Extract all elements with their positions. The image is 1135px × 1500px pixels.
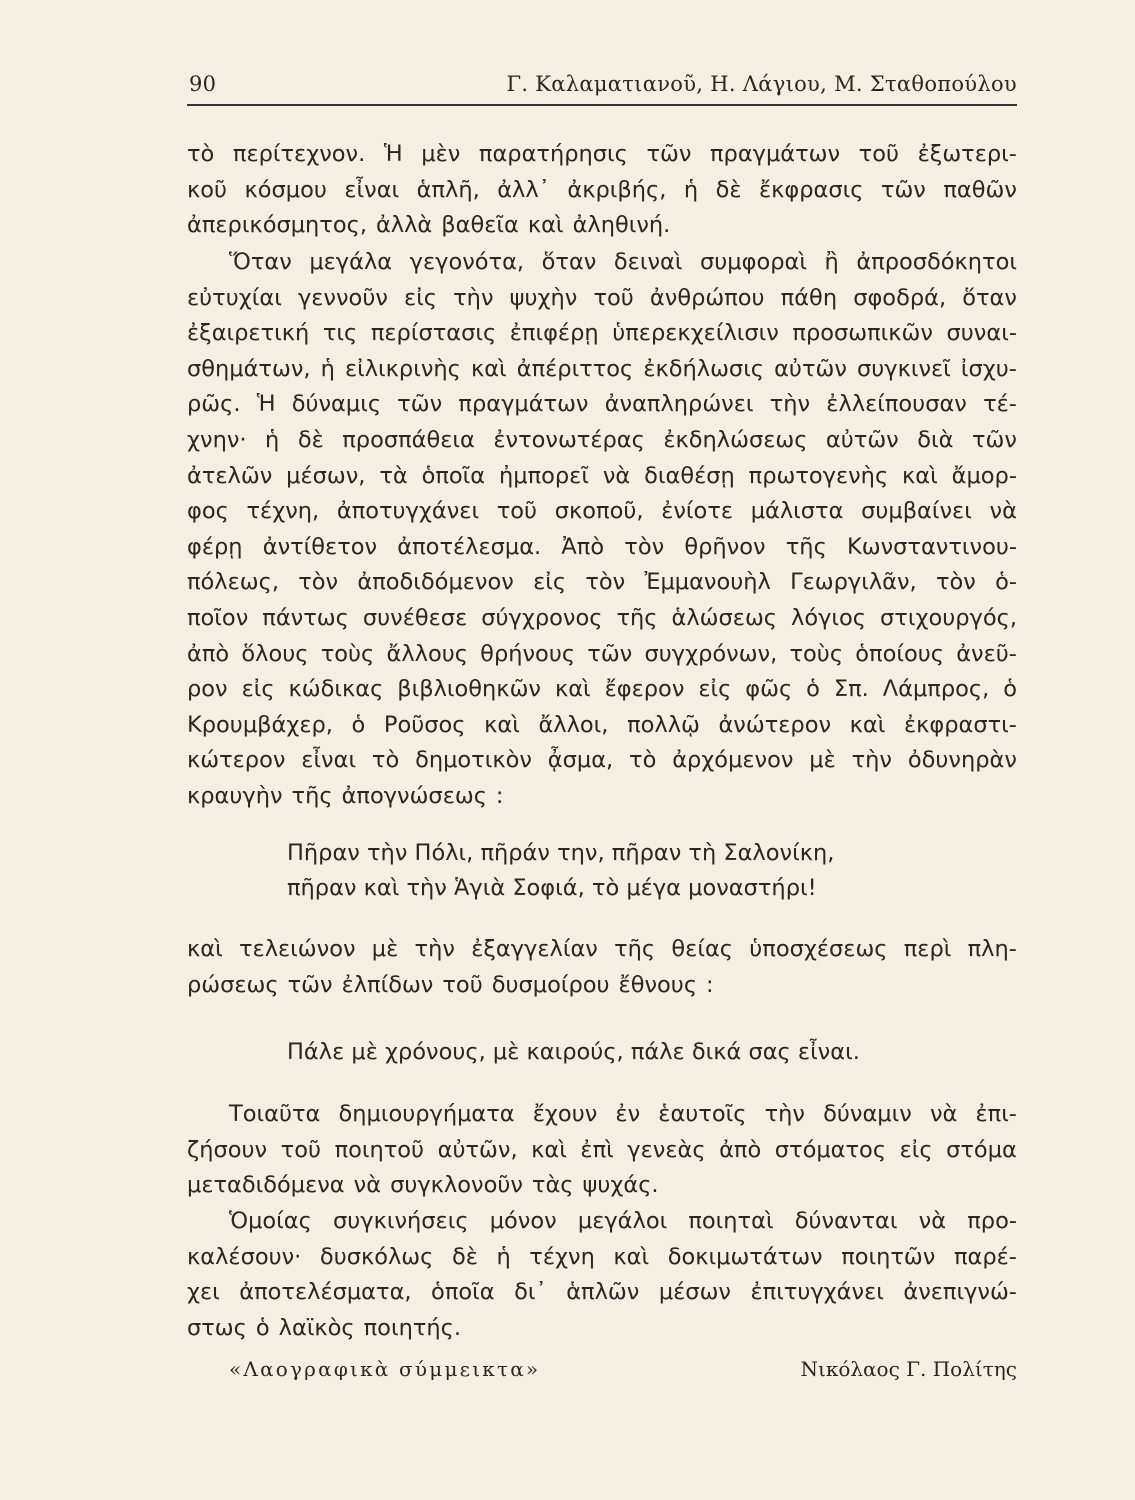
word: ἰσχυ- (960, 355, 1017, 382)
word: ἀλλὰ (375, 212, 433, 239)
word: τῶν (587, 640, 633, 667)
word: καὶ (470, 355, 507, 382)
paragraph-3 (187, 932, 1017, 1003)
text-line (187, 743, 1017, 779)
word: πρωτογενὴς (748, 462, 889, 489)
word: μόνον (489, 1208, 557, 1234)
text-line (187, 1204, 1017, 1240)
word: πόλεως, (187, 569, 279, 596)
word: ρον (187, 676, 228, 703)
word: τὸ (187, 141, 215, 167)
word: φέρῃ (187, 533, 243, 560)
word: συγκλονοῦν (390, 1172, 523, 1199)
word: ὅταν (962, 284, 1017, 311)
word: δημιουργήματα (338, 1101, 515, 1127)
word: ἔκφρασις (758, 176, 864, 203)
word: στως (187, 1314, 247, 1341)
word: θρήνους (480, 640, 576, 667)
text-line (187, 601, 1017, 637)
word: κώδικας (288, 676, 384, 703)
word: ἄλλοι, (538, 711, 609, 738)
word: ποιητῶν (841, 1243, 936, 1270)
word: ἐπι- (975, 1101, 1017, 1127)
word: καὶ (531, 1136, 567, 1163)
word: μὲ (809, 747, 836, 774)
word: δι᾽ (514, 1279, 547, 1306)
word: περίτεχνον. (232, 141, 366, 167)
word: ποιητής. (363, 1314, 461, 1341)
word: νὰ (929, 1101, 958, 1127)
word: σύγχρονος (481, 604, 603, 631)
running-head (187, 72, 1017, 102)
word: ἔφερον (604, 676, 685, 703)
word: τὸν (585, 569, 626, 596)
word: ἀπέριττος (516, 355, 634, 382)
word: δοκιμωτάτων (667, 1243, 823, 1270)
word: ἐξαιρετική (187, 320, 310, 347)
word: τῆς (614, 936, 656, 962)
word: τῆς (616, 604, 658, 631)
word: καὶ (527, 212, 564, 239)
word: νὰ (353, 1172, 382, 1199)
word: ποιητοῦ (334, 1136, 425, 1163)
word: τὴν (453, 284, 494, 311)
text-line (187, 387, 1017, 423)
word: ὁποίους (855, 640, 944, 667)
word: εἰλικρινὴς (344, 355, 461, 382)
word: τὰ (379, 462, 408, 489)
paragraph-5 (187, 1204, 1017, 1346)
word: εἰς (404, 284, 438, 311)
word: τοὺς (320, 640, 375, 667)
word: πάθη (780, 284, 838, 311)
word: εἶναι (301, 747, 357, 774)
word: τοῦ (496, 498, 538, 525)
word: δὲ (715, 176, 742, 203)
word: συγκινήσεις (333, 1208, 469, 1234)
word: ἐπὶ (580, 1136, 614, 1163)
word: τοὺς (789, 640, 844, 667)
word: καλέσουν· (187, 1243, 302, 1270)
verse-line: πῆραν καὶ τὴν Ἁγιὰ Σοφιά, τὸ μέγα μοναστήρι! (287, 875, 817, 901)
word: τελειώνον (238, 936, 356, 962)
word: σθημάτων, (187, 355, 311, 382)
word: εἶναι (344, 176, 400, 203)
paragraph-1 (187, 137, 1017, 244)
text-line (187, 1168, 1017, 1204)
word: μέσων, (286, 462, 366, 489)
word: Κωνσταντινου- (846, 533, 1017, 560)
word: προ- (967, 1208, 1017, 1234)
word: ἡ (265, 426, 280, 453)
word: τὴν (414, 936, 455, 962)
word: φῶς (745, 676, 793, 703)
word: μεγάλα (309, 249, 393, 275)
word: στιχουργός, (880, 604, 1017, 631)
word: ἐκφραστι- (903, 711, 1017, 738)
word: λόγιος (791, 604, 867, 631)
word: ὁ (351, 711, 366, 738)
word: τοῦ (858, 141, 900, 167)
word: στόματος (774, 1136, 887, 1163)
word: ἔθνους (618, 971, 698, 998)
word: ἑαυτοῖς (658, 1101, 747, 1127)
word: ἀποδιδόμενον (357, 569, 514, 596)
word: ἐκδηλώσεως (663, 426, 808, 453)
word: διὰ (917, 426, 954, 453)
word: μὲν (421, 141, 461, 167)
word: ἐπιφέρῃ (509, 320, 599, 347)
text-line (187, 932, 1017, 968)
word: τῆς (785, 533, 827, 560)
word: μεταδιδόμενα (187, 1172, 345, 1199)
word: συνέθεσε (362, 604, 468, 631)
word: ἀρχόμενον (672, 747, 794, 774)
text-line (187, 1240, 1017, 1276)
word: συγκινεῖ (856, 355, 951, 382)
word: ἁλώσεως (671, 604, 777, 631)
word: : (495, 782, 504, 809)
word: ἀπερικόσμητος, (187, 212, 367, 239)
word: ὅλους (241, 640, 309, 667)
word: τὴν (851, 747, 892, 774)
word: ἀνώτερον (718, 711, 832, 738)
citation-author: Νικόλαος Γ. Πολίτης (800, 1357, 1017, 1381)
word: ἀπογνώσεως (341, 782, 487, 809)
text-line (187, 708, 1017, 744)
word: τὰς (531, 1172, 574, 1199)
word: προσπάθεια (342, 426, 475, 453)
word: νὰ (602, 462, 631, 489)
word: κώτερον (187, 747, 286, 774)
word: ἐκδήλωσις (643, 355, 765, 382)
verse-line: Πῆραν τὴν Πόλι, πῆράν την, πῆραν τὴ Σαλονίκη, (287, 840, 835, 866)
word: Ἡ (256, 391, 276, 418)
word: περὶ (903, 936, 952, 962)
word: σκοποῦ, (554, 498, 644, 525)
word: συγχρόνων, (644, 640, 778, 667)
word: πραγμάτων (710, 141, 841, 167)
word: θρῆνον (684, 533, 766, 560)
word: ποιηταὶ (688, 1208, 774, 1234)
word: Ἐμμανουὴλ (644, 569, 771, 596)
word: λαϊκὸς (278, 1314, 355, 1341)
word: ὁ (806, 676, 820, 703)
word: τῶν (646, 141, 692, 167)
text-line (187, 281, 1017, 317)
text-line (187, 208, 1017, 244)
word: παθῶν (943, 176, 1017, 203)
text-line (187, 530, 1017, 566)
word: τῶν (287, 971, 333, 998)
word: ὅταν (541, 249, 597, 275)
word: στόμα (946, 1136, 1017, 1163)
word: δειναὶ (613, 249, 683, 275)
word: μεγάλοι (577, 1208, 668, 1234)
word: ἀνεῦ- (956, 640, 1017, 667)
word: δὲ (451, 1243, 478, 1270)
word: συναι- (946, 320, 1017, 347)
text-line (187, 968, 1017, 1004)
word: τέχνη (529, 1243, 595, 1270)
text-line (187, 137, 1017, 173)
word: ὀδυνηρὰν (907, 747, 1017, 774)
word: μέσων (658, 1279, 731, 1306)
word: γενεὰς (627, 1136, 706, 1163)
word: ψυχάς. (582, 1172, 659, 1199)
word: ἀληθινή. (572, 212, 671, 239)
word: ἄμορ- (951, 462, 1017, 489)
word: σφοδρά, (853, 284, 947, 311)
word: ἀπὸ (187, 640, 230, 667)
word: ἀποτέλεσμα. (397, 533, 542, 560)
word: ἀποτελέσματα, (239, 1279, 412, 1306)
word: δύνανται (794, 1208, 898, 1234)
word: καὶ (849, 711, 886, 738)
text-line (187, 1097, 1017, 1133)
word: δυσμοίρου (491, 971, 610, 998)
word: ἐντονωτέρας (493, 426, 645, 453)
text-line (187, 1311, 1017, 1347)
word: ἐπιτυγχάνει (750, 1279, 884, 1306)
word: πραγμάτων (458, 391, 589, 418)
word: ἐνίοτε (661, 498, 734, 525)
word: Λάμπρος, (882, 676, 990, 703)
word: τοῦ (593, 284, 634, 311)
text-line (187, 316, 1017, 352)
word: ὁποῖα (421, 462, 486, 489)
word: ἀπροσδόκητοι (856, 249, 1017, 275)
text-line (187, 494, 1017, 530)
text-line (187, 672, 1017, 708)
word: ἁπλῆ, (416, 176, 480, 203)
word: ᾆσμα, (547, 747, 614, 774)
word: ἠμπορεῖ (499, 462, 589, 489)
word: ἀναπληρώνει (604, 391, 754, 418)
text-line (187, 459, 1017, 495)
word: διαθέσῃ (644, 462, 735, 489)
header-rule (187, 104, 1017, 106)
text-line (187, 245, 1017, 281)
word: καὶ (902, 462, 938, 489)
word: ἡ (683, 176, 699, 203)
verse-line: Πάλε μὲ χρόνους, μὲ καιρούς, πάλε δικά σας εἶναι. (287, 1039, 860, 1065)
word: τὸν (298, 569, 339, 596)
word: καὶ (613, 1243, 650, 1270)
word: αὐτῶν (825, 426, 899, 453)
word: ζήσουν (187, 1136, 268, 1163)
word: ἐλλείπουσαν (826, 391, 967, 418)
word: εἰς (899, 1136, 933, 1163)
word: κοῦ (187, 176, 228, 203)
word: συμβαίνει (861, 498, 972, 525)
running-head-authors: Γ. Καλαματιανοῦ, Η. Λάγιου, Μ. Σταθοπούλου (506, 72, 1017, 96)
word: ρώσεως (187, 971, 279, 998)
word: δύναμις (291, 391, 382, 418)
word: Κρουμβάχερ, (187, 711, 333, 738)
word: ἀκριβής, (567, 176, 667, 203)
word: μὲ (371, 936, 399, 962)
word: γεννοῦν (297, 284, 388, 311)
word: βιβλιοθηκῶν (397, 676, 541, 703)
word: μάλιστα (750, 498, 844, 525)
paragraph-4 (187, 1097, 1017, 1204)
word: τέχνη, (246, 498, 320, 525)
word: πολλῷ (627, 711, 700, 738)
word: ὑπερεκχείλισιν (612, 320, 779, 347)
word: τοῦ (280, 1136, 322, 1163)
word: γεγονότα, (409, 249, 525, 275)
word: τὸν (624, 533, 665, 560)
word: κόσμου (244, 176, 327, 203)
word: νὰ (918, 1208, 947, 1234)
word: συμφοραὶ (700, 249, 807, 275)
word: : (706, 971, 714, 998)
word: ὁ (1003, 676, 1017, 703)
word: ὁ- (995, 569, 1017, 596)
word: αὐτῶν (774, 355, 847, 382)
word: ψυχὴν (509, 284, 578, 311)
word: ἢ (824, 249, 839, 275)
word: αὐτῶν, (437, 1136, 518, 1163)
word: ἀτελῶν (187, 462, 273, 489)
word: Τοιαῦτα (229, 1101, 321, 1127)
word: τὴν (764, 1101, 805, 1127)
word: τῶν (880, 176, 926, 203)
word: περίστασις (370, 320, 497, 347)
word: πλη- (967, 936, 1017, 962)
word: ἁπλῶν (566, 1279, 640, 1306)
word: Γεωργιλᾶν, (790, 569, 917, 596)
word: εὐτυχίαι (187, 284, 282, 311)
page-number: 90 (189, 72, 217, 96)
word: καὶ (484, 711, 520, 738)
word: ὁ (255, 1314, 270, 1341)
text-line (187, 423, 1017, 459)
text-line (187, 779, 1017, 815)
word: παρέ- (953, 1243, 1017, 1270)
word: Ὁμοίας (229, 1208, 312, 1234)
word: ἄλλους (386, 640, 468, 667)
word: δύναμιν (823, 1101, 912, 1127)
word: ἐν (615, 1101, 641, 1127)
word: Ἡ (383, 141, 403, 167)
word: ἡ (496, 1243, 511, 1270)
word: φος (187, 498, 229, 525)
word: ἡ (320, 355, 335, 382)
text-line (187, 565, 1017, 601)
word: παρατήρησις (478, 141, 628, 167)
word: τὸ (371, 747, 400, 774)
word: ἀνεπιγνώ- (903, 1279, 1017, 1306)
word: δυσκόλως (319, 1243, 434, 1270)
word: τῶν (971, 426, 1017, 453)
word: ὑποσχέσεως (749, 936, 888, 962)
word: εἰς (698, 676, 732, 703)
word: χνην· (187, 426, 247, 453)
word: ἀλλ᾽ (497, 176, 550, 203)
word: τὸν (935, 569, 976, 596)
text-line (187, 352, 1017, 388)
word: ἀνθρώπου (649, 284, 765, 311)
paragraph-2 (187, 245, 1017, 815)
word: τέ- (983, 391, 1017, 418)
word: ποῖον (187, 604, 249, 631)
word: ἐξωτερι- (917, 141, 1017, 167)
word: Ροῦσος (383, 711, 466, 738)
word: καὶ (187, 936, 223, 962)
word: καὶ (554, 676, 591, 703)
text-line (187, 173, 1017, 209)
word: ἀποτυγχάνει (336, 498, 480, 525)
word: τῶν (397, 391, 443, 418)
word: τοῦ (442, 971, 483, 998)
word: ἐξαγγελίαν (471, 936, 598, 962)
word: προσωπικῶν (792, 320, 933, 347)
word: Σπ. (833, 676, 869, 703)
word: νὰ (989, 498, 1017, 525)
word: δημοτικὸν (415, 747, 532, 774)
text-line (187, 1133, 1017, 1169)
word: δὲ (297, 426, 324, 453)
word: εἰς (241, 676, 275, 703)
citation-source: «Λαογραφικὰ σύμμεικτα» (229, 1357, 541, 1381)
word: ρῶς. (187, 391, 241, 418)
word: θείας (671, 936, 733, 962)
word: ἀντίθετον (262, 533, 378, 560)
word: τις (322, 320, 358, 347)
citation (187, 1357, 1017, 1387)
word: Ἀπὸ (561, 533, 605, 560)
word: ἐλπίδων (341, 971, 434, 998)
word: ὁποῖα (431, 1279, 495, 1306)
word: τῆς (291, 782, 333, 809)
text-line (187, 1275, 1017, 1311)
word: τὸ (629, 747, 657, 774)
word: κραυγὴν (187, 782, 283, 809)
word: εἰς (533, 569, 567, 596)
word: ἀπὸ (719, 1136, 762, 1163)
word: Ὅταν (229, 249, 292, 275)
word: βαθεῖα (441, 212, 519, 239)
text-line (187, 637, 1017, 673)
word: τὴν (769, 391, 811, 418)
word: πάντως (262, 604, 349, 631)
word: χει (187, 1279, 220, 1306)
word: ἔχουν (532, 1101, 598, 1127)
